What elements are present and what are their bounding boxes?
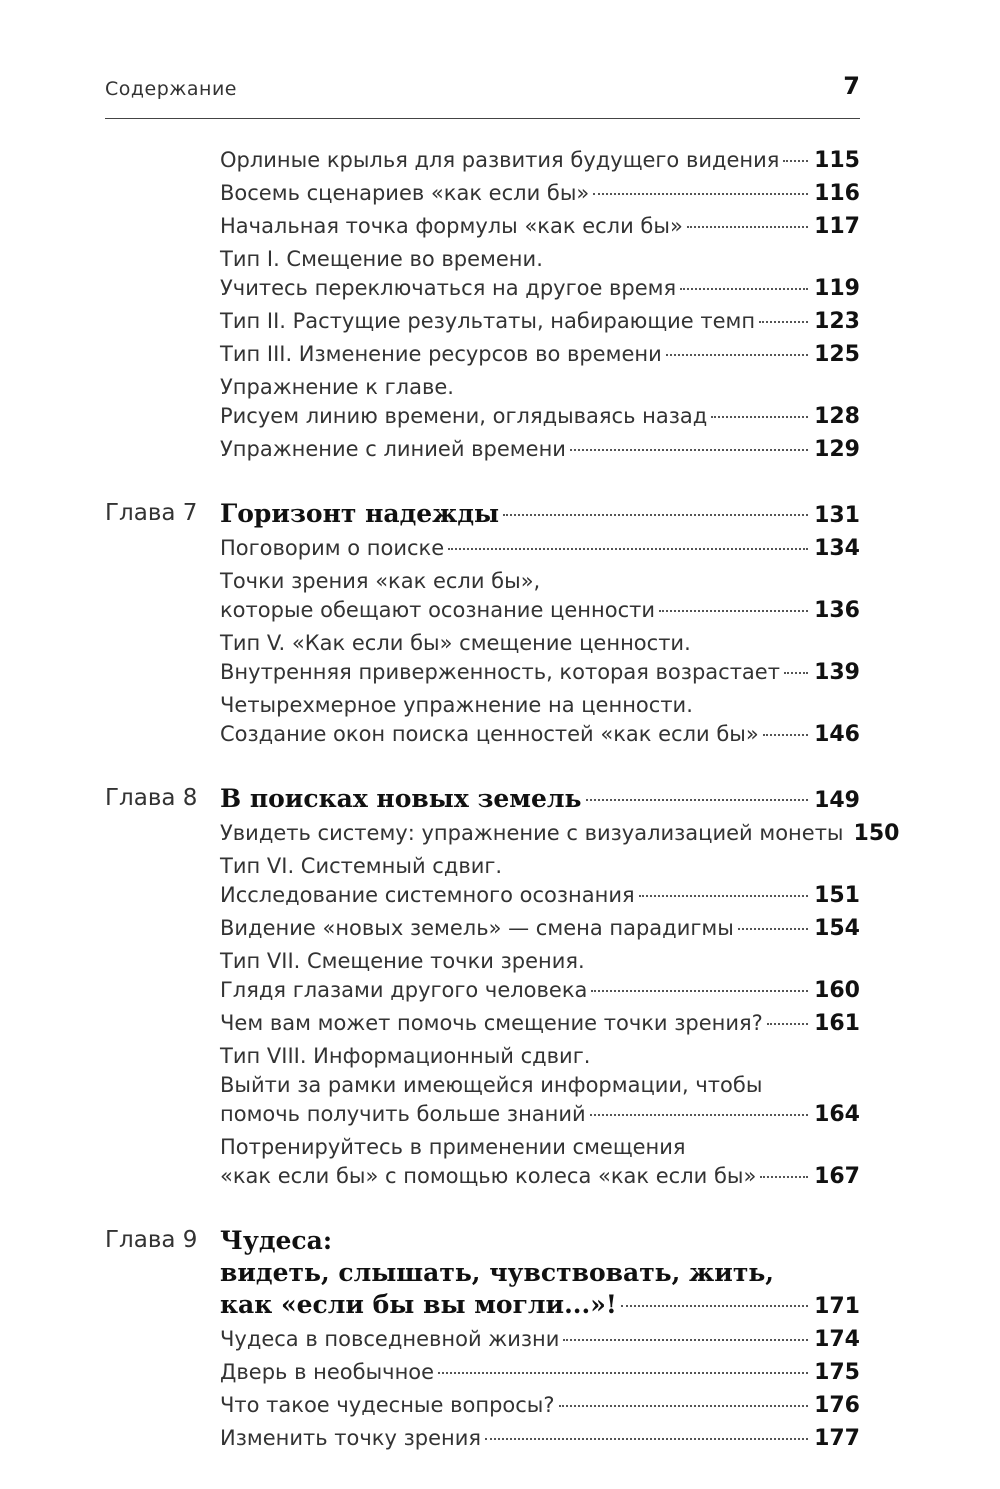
- chapter-title[interactable]: [220, 783, 860, 817]
- dot-leader: [666, 354, 808, 356]
- header-divider: [105, 118, 860, 119]
- dot-leader: [559, 1405, 809, 1407]
- chapter-title[interactable]: [220, 1225, 860, 1323]
- toc-page-number: 134: [814, 536, 860, 561]
- toc-entry[interactable]: [220, 629, 860, 687]
- toc-entry-text-line: Тип II. Растущие результаты, набирающие темп: [220, 309, 756, 333]
- toc-entry-text-line: Учитесь переключаться на другое время: [220, 276, 677, 300]
- toc-entry-text-line: которые обещают осознание ценности: [220, 598, 656, 622]
- toc-page-number: 149: [814, 788, 860, 813]
- toc-entry[interactable]: [220, 340, 860, 369]
- toc-page-number: 171: [814, 1294, 860, 1319]
- toc-entry[interactable]: [220, 212, 860, 241]
- toc-page-number: 129: [814, 437, 860, 462]
- chapter-label: Глава 7: [105, 500, 198, 526]
- toc-page-number: 136: [814, 598, 860, 623]
- toc-entry-text-line: Чем вам может помочь смещение точки зрения?: [220, 1011, 763, 1035]
- toc-entry[interactable]: [220, 1325, 860, 1354]
- toc-entry[interactable]: [220, 534, 860, 563]
- toc-entry[interactable]: [220, 819, 900, 848]
- chapter-entries: [0, 819, 1000, 1191]
- dot-leader: [621, 1305, 808, 1307]
- toc-entry-text-line: Тип V. «Как если бы» смещение ценности.: [220, 631, 691, 655]
- toc-entry-text-line: Тип III. Изменение ресурсов во времени: [220, 342, 662, 366]
- dot-leader: [659, 610, 808, 612]
- toc-entry-text-line: Чудеса:: [220, 1226, 333, 1255]
- chapter-section: [0, 1225, 1000, 1453]
- toc-page-number: 128: [814, 404, 860, 429]
- toc-entry-text-line: Тип VII. Смещение точки зрения.: [220, 949, 585, 973]
- dot-leader: [438, 1372, 808, 1374]
- toc-entry-text-line: Потренируйтесь в применении смещения: [220, 1135, 686, 1159]
- toc-entry-text-line: «как если бы» с помощью колеса «как если бы»: [220, 1164, 757, 1188]
- dot-leader: [783, 160, 808, 162]
- toc-entry[interactable]: [220, 914, 860, 943]
- toc-page-number: 160: [814, 978, 860, 1003]
- dot-leader: [784, 672, 808, 674]
- toc-entry-text-line: Чудеса в повседневной жизни: [220, 1327, 560, 1351]
- chapter-title[interactable]: [220, 498, 860, 532]
- toc-page-number: 115: [814, 148, 860, 173]
- toc-entry[interactable]: [220, 1042, 860, 1129]
- toc-entry[interactable]: [220, 373, 860, 431]
- toc-page-number: 164: [814, 1102, 860, 1127]
- toc-entry[interactable]: [220, 1391, 860, 1420]
- chapter-label: Глава 9: [105, 1227, 198, 1253]
- dot-leader: [503, 514, 808, 516]
- toc-entry[interactable]: [220, 435, 860, 464]
- toc-page-number: 176: [814, 1393, 860, 1418]
- dot-leader: [593, 193, 808, 195]
- toc-page-number: 150: [853, 821, 900, 846]
- toc-entry-text-line: Восемь сценариев «как если бы»: [220, 181, 590, 205]
- chapter-entries: [0, 1325, 1000, 1453]
- toc-entry-text-line: Четырехмерное упражнение на ценности.: [220, 693, 693, 717]
- dot-leader: [680, 288, 808, 290]
- dot-leader: [767, 1023, 808, 1025]
- toc-page-number: 167: [814, 1164, 860, 1189]
- toc-entry-text-line: Исследование системного осознания: [220, 883, 635, 907]
- toc-entry[interactable]: [220, 691, 860, 749]
- toc-entry[interactable]: [220, 567, 860, 625]
- toc-entry[interactable]: [220, 1133, 860, 1191]
- page-number: 7: [843, 72, 860, 100]
- toc-entry-text-line: Поговорим о поиске: [220, 536, 445, 560]
- toc-page-number: 151: [814, 883, 860, 908]
- toc-entry-text-line: Глядя глазами другого человека: [220, 978, 588, 1002]
- toc-page-number: 117: [814, 214, 860, 239]
- dot-leader: [759, 321, 808, 323]
- toc-entry-text-line: Создание окон поиска ценностей «как если бы»: [220, 722, 759, 746]
- running-header-title: Содержание: [105, 78, 237, 100]
- dot-leader: [590, 1114, 808, 1116]
- toc-entry-text-line: Изменить точку зрения: [220, 1426, 482, 1450]
- chapter-entries: [0, 534, 1000, 749]
- table-of-contents: [0, 146, 1000, 1457]
- toc-page-number: 174: [814, 1327, 860, 1352]
- toc-page-number: 146: [814, 722, 860, 747]
- toc-entry-text-line: Тип VIII. Информационный сдвиг.: [220, 1044, 591, 1068]
- toc-page-number: 116: [814, 181, 860, 206]
- toc-entry-text-line: Рисуем линию времени, оглядываясь назад: [220, 404, 708, 428]
- dot-leader: [563, 1339, 808, 1341]
- toc-entry-text-line: Точки зрения «как если бы»,: [220, 569, 541, 593]
- toc-entry-text-line: Горизонт надежды: [220, 499, 500, 528]
- toc-entry-text-line: Начальная точка формулы «как если бы»: [220, 214, 683, 238]
- chapter-label: Глава 8: [105, 785, 198, 811]
- toc-entry-text-line: В поисках новых земель: [220, 784, 582, 813]
- toc-entry[interactable]: [220, 852, 860, 910]
- chapter-section: [0, 498, 1000, 749]
- chapter-section: [0, 783, 1000, 1191]
- toc-page-number: 131: [814, 503, 860, 528]
- toc-entry[interactable]: [220, 947, 860, 1005]
- toc-entry-text-line: Тип I. Смещение во времени.: [220, 247, 543, 271]
- dot-leader: [570, 449, 808, 451]
- toc-entry-text-line: Выйти за рамки имеющейся информации, чтобы: [220, 1073, 763, 1097]
- toc-entry-text-line: Упражнение к главе.: [220, 375, 454, 399]
- dot-leader: [448, 548, 808, 550]
- toc-entry[interactable]: [220, 1358, 860, 1387]
- toc-page-number: 125: [814, 342, 860, 367]
- toc-entry-text-line: Видение «новых земель» — смена парадигмы: [220, 916, 734, 940]
- toc-entry-text-line: Увидеть систему: упражнение с визуализацией монеты: [220, 821, 844, 845]
- toc-entry-text-line: Тип VI. Системный сдвиг.: [220, 854, 503, 878]
- toc-entry[interactable]: [220, 1424, 860, 1453]
- toc-entry[interactable]: [220, 307, 860, 336]
- toc-page-number: 154: [814, 916, 860, 941]
- toc-entry[interactable]: [220, 1009, 860, 1038]
- dot-leader: [591, 990, 808, 992]
- toc-entry-text-line: Внутренняя приверженность, которая возрастает: [220, 660, 780, 684]
- toc-page-number: 139: [814, 660, 860, 685]
- toc-entry-text-line: видеть, слышать, чувствовать, жить,: [220, 1258, 775, 1287]
- dot-leader: [738, 928, 808, 930]
- dot-leader: [763, 734, 808, 736]
- toc-entry-text-line: Дверь в необычное: [220, 1360, 435, 1384]
- toc-entry-text-line: как «если бы вы могли...»!: [220, 1290, 617, 1319]
- toc-entry[interactable]: [220, 146, 860, 175]
- toc-page-number: 175: [814, 1360, 860, 1385]
- toc-entry-text-line: Что такое чудесные вопросы?: [220, 1393, 555, 1417]
- dot-leader: [760, 1176, 808, 1178]
- toc-page-number: 161: [814, 1011, 860, 1036]
- toc-page-number: 177: [814, 1426, 860, 1451]
- dot-leader: [687, 226, 808, 228]
- toc-page-number: 119: [814, 276, 860, 301]
- toc-entry-text-line: Упражнение с линией времени: [220, 437, 566, 461]
- toc-entry-text-line: помочь получить больше знаний: [220, 1102, 586, 1126]
- dot-leader: [639, 895, 808, 897]
- toc-entry[interactable]: [220, 179, 860, 208]
- dot-leader: [485, 1438, 808, 1440]
- toc-entry[interactable]: [220, 245, 860, 303]
- toc-page-number: 123: [814, 309, 860, 334]
- dot-leader: [711, 416, 808, 418]
- toc-entry-text-line: Орлиные крылья для развития будущего видения: [220, 148, 780, 172]
- dot-leader: [586, 799, 809, 801]
